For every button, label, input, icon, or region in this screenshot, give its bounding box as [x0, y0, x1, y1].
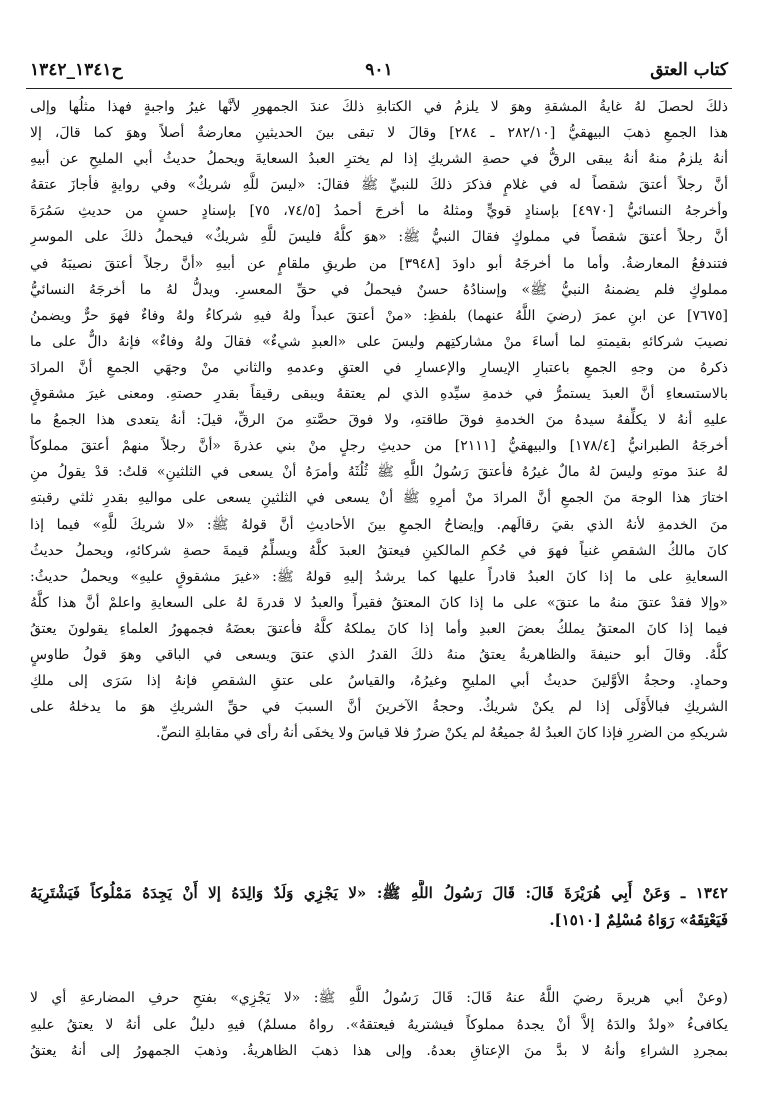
- text-line: السعايةِ على ما إذا كانَ العبدُ قادراً عليها كما يرشدُ إليهِ قولهُ ﷺ: «غيرَ مشقوقٍ عليهِ» ويحملُ حديثُ:: [30, 568, 728, 585]
- hadith-line: فَيَعْتِقَهُ» رَوَاهُ مُسْلِمٌ [١٥١٠].: [549, 911, 728, 929]
- hadith-text: [30, 880, 728, 934]
- text-line: أنَّ رجلاً أعتقَ شقصاً له في غلامٍ فذكرَ ذلكَ للنبيِّ ﷺ فقالَ: «ليسَ للَّهِ شريكٌ» وفي روايةٍ فأجازَ عتقهُ: [30, 177, 728, 194]
- page-header: [20, 56, 738, 84]
- text-line: ذلكَ لحصلَ لهُ غايةُ المشقةِ وهوَ لا يلزمُ في الكتابةِ ذلكَ عندَ الجمهورِ لأنَّها غيرُ واجبةٍ فهذا مثلُها وإلى: [30, 99, 728, 115]
- hadith-range: ح١٣٤١_١٣٤٢: [30, 60, 123, 80]
- text-line: فيما إذا كانَ المعتقُ يملكُ بعضَ العبدِ وأما إذا كانَ يملكهُ كلَّهُ فأعتقَ بعضَهُ فجمهورُ العلماءِ يقولونَ يعتقُ: [30, 620, 728, 637]
- book-title: كتاب العتق: [650, 60, 728, 80]
- text-line: بالاستسعاءِ أنَّ العبدَ يستمرُّ في خدمةِ سيِّدهِ الذي لم يعتقهُ ويبقى رقيقاً بقدرِ حصتهِ. ومعنى غيرَ مشقوقٍ: [30, 386, 728, 403]
- hadith-commentary: [30, 985, 728, 1065]
- text-line: أنَّ رجلاً أعتقَ شقصاً في مملوكٍ فقالَ النبيُّ ﷺ: «هوَ كلُّهُ فليسَ للَّهِ شريكٌ» فيحملُ ذلكَ على الموسرِ: [30, 229, 728, 246]
- main-commentary: [30, 94, 728, 746]
- text-line: ذكرهُ من وجهِ الجمعِ باعتبارِ الإيسارِ والإعسارِ في العتقِ وعدمهِ والثاني منْ وجهَي الجمعِ أنَّ المرادَ: [30, 359, 728, 376]
- text-line: الشريكِ فبالأَوْلَى إذا لم يكنْ شريكٌ. وحجةُ الآخرينَ أنَّ السببَ في حقِّ الشريكِ هوَ ما يدخلهُ على: [30, 699, 728, 716]
- hadith-line: ١٣٤٢ ـ وَعَنْ أَبِي هُرَيْرَةَ قَالَ: قَالَ رَسُولُ اللَّهِ ﷺ: «لا يَجْزِي وَلَدٌ وَالِدَهُ إلا أَنْ يَجِدَهُ مَمْلُوكاً فَيَشْتَرِيَهُ: [30, 884, 728, 902]
- text-line: عليهِ أنهُ لا يكلِّفهُ سيدهُ منَ الخدمةِ فوقَ طاقتهِ، ولا فوقَ حصَّتهِ منَ الرقِّ، قيلَ: أنهُ يتعدى هذا الجمعُ ما: [30, 412, 728, 429]
- text-line: أخرجَهُ الطبرانيُّ [١٧٨/٤] والبيهقيُّ [٢١١١] من حديثِ رجلٍ منْ بني عذرةَ «أنَّ رجلاً منهمْ أعتقَ مملوكاً: [30, 438, 728, 455]
- commentary-line: يكافىءُ «ولدٌ والدَهُ إلاَّ أنْ يجدهُ مملوكاً فيشتريهُ فيعتقهُ». رواهُ مسلمٌ) فيهِ دليلٌ على أنهُ لا يعتقُ عليهِ: [30, 1016, 728, 1033]
- text-line: منَ الخدمةِ لأنهُ الذي بقيَ رقالَهم. وإيضاحُ الجمعِ بينَ الأحاديثِ أنَّ قولهُ ﷺ: «لا شريكَ للَّهِ» فيما إذا: [30, 516, 728, 533]
- commentary-line: بمجردِ الشراءِ وأنهُ لا بدَّ منَ الإعتاقِ بعدهُ. وإلى هذا ذهبَ الظاهريةُ. وذهبَ الجمهورُ إلى أنهُ يعتقُ: [30, 1043, 728, 1059]
- text-line: اختارَ هذا الوجهَ منَ الجمعِ أنَّ المرادَ منْ أمرِهِ ﷺ أنْ يسعى في الثلثينِ يسعى على مواليهِ بقدرِ ثلثي رقبتهِ: [30, 490, 728, 507]
- text-line: كلُّهُ. وقالَ أبو حنيفةَ والظاهريةُ يعتقُ منهُ ذلكَ القدرُ الذي عتقَ ويسعى في الباقي وهوَ قولُ طاوسٍ: [30, 646, 728, 663]
- text-line: فتندفعُ المعارضةُ. وأما ما أخرجَهُ أبو داودَ [٣٩٤٨] من طريقِ ملقامٍ عن أبيهِ «أنَّ رجلاً أعتقَ نصيبَهُ في: [30, 255, 728, 272]
- commentary-line: (وعنْ أبي هريرةَ رضيَ اللَّهُ عنهُ قَالَ: قَالَ رَسُولُ اللَّهِ ﷺ: «لا يَجْزِي» بفتحِ حرفِ المضارعةِ أي لا: [30, 990, 728, 1006]
- text-line: [٧٦٧٥] عن ابنِ عمرَ (رضيَ اللَّهُ عنهما) بلفظِ: «منْ أعتقَ عبداً ولهُ فيهِ شركاءُ ولهُ وفاءٌ فهوَ حرٌّ ويضمنُ: [30, 307, 728, 324]
- text-line: أنهُ يلزمُ منهُ أنهُ يبقى الرقُّ في حصةِ الشريكِ إذا لم يخترِ العبدُ السعايةَ ويحملُ حديثُ أبي المليحِ عن أبيهِ: [30, 151, 728, 168]
- text-line: هذا الجمعِ ذهبَ البيهقيُّ [٢٨٢/١٠ ـ ٢٨٤] وقالَ لا تبقى بينَ الحديثينِ معارضةٌ أصلاً وهوَ كما قالَ، إلا: [30, 125, 728, 142]
- text-line: مملوكٍ فلم يضمنهُ النبيُّ ﷺ» وإسنادُهُ حسنٌ فيحملُ في حقِّ المعسرِ. ويدلُّ لهُ ما أخرجَهُ النسائيُّ: [30, 281, 728, 298]
- text-line: نصيبَ شركائهِ بقيمتهِ لما أساءَ منْ مشاركتِهم وليسَ على «العبدِ شيءٌ» فقالَ ولهُ وفاءٌ» فإنهُ دالٌّ على ما: [30, 333, 728, 350]
- text-line: وأخرجهُ النسائيُّ [٤٩٧٠] بإسنادٍ قويٍّ ومثلهُ ما أخرجَ أحمدُ [٧٤/٥، ٧٥] بإسنادٍ حسنٍ من حديثِ سَمُرَةَ: [30, 203, 728, 220]
- page-number: ٩٠١: [365, 60, 393, 80]
- text-line: لهُ عندَ موتهِ وليسَ لهُ مالٌ غيرُهُ فأعتقَ رَسُولُ اللَّهِ ﷺ ثُلُثَهُ وأمرَهُ أنْ يسعى في الثلثينِ» قلتُ: قدْ يقولُ منِ: [30, 464, 728, 481]
- text-line: شريكهِ من الضررِ فإذا كانَ العبدُ لهُ جميعُهُ لم يكنْ ضررٌ فلا قياسَ ولا يخفَى أنهُ رأى في مقابلةِ النصِّ.: [156, 725, 728, 742]
- text-line: وحمادٍ. وحجةُ الأوَّلينَ حديثُ أبي المليحِ وغيرُهُ، والقياسُ على عتقِ الشقصِ فإنهُ إذا سَرَى إلى ملكِ: [30, 673, 728, 690]
- header-divider: [26, 88, 732, 89]
- text-line: «وإلا فقدْ عتقَ منهُ ما عتقَ» على ما إذا كانَ المعتقُ فقيراً والعبدُ لا قدرةَ لهُ على السعايةِ واعلمْ أنَّ هذا كلَّهُ: [30, 594, 728, 611]
- text-line: كانَ مالكُ الشقصِ غنياً فهوَ في حُكمِ المالكينِ فيعتقُ العبدَ كلَّهُ ويسلِّمُ قيمةَ حصةِ شركائهِ، ويحملُ حديثُ: [30, 542, 728, 559]
